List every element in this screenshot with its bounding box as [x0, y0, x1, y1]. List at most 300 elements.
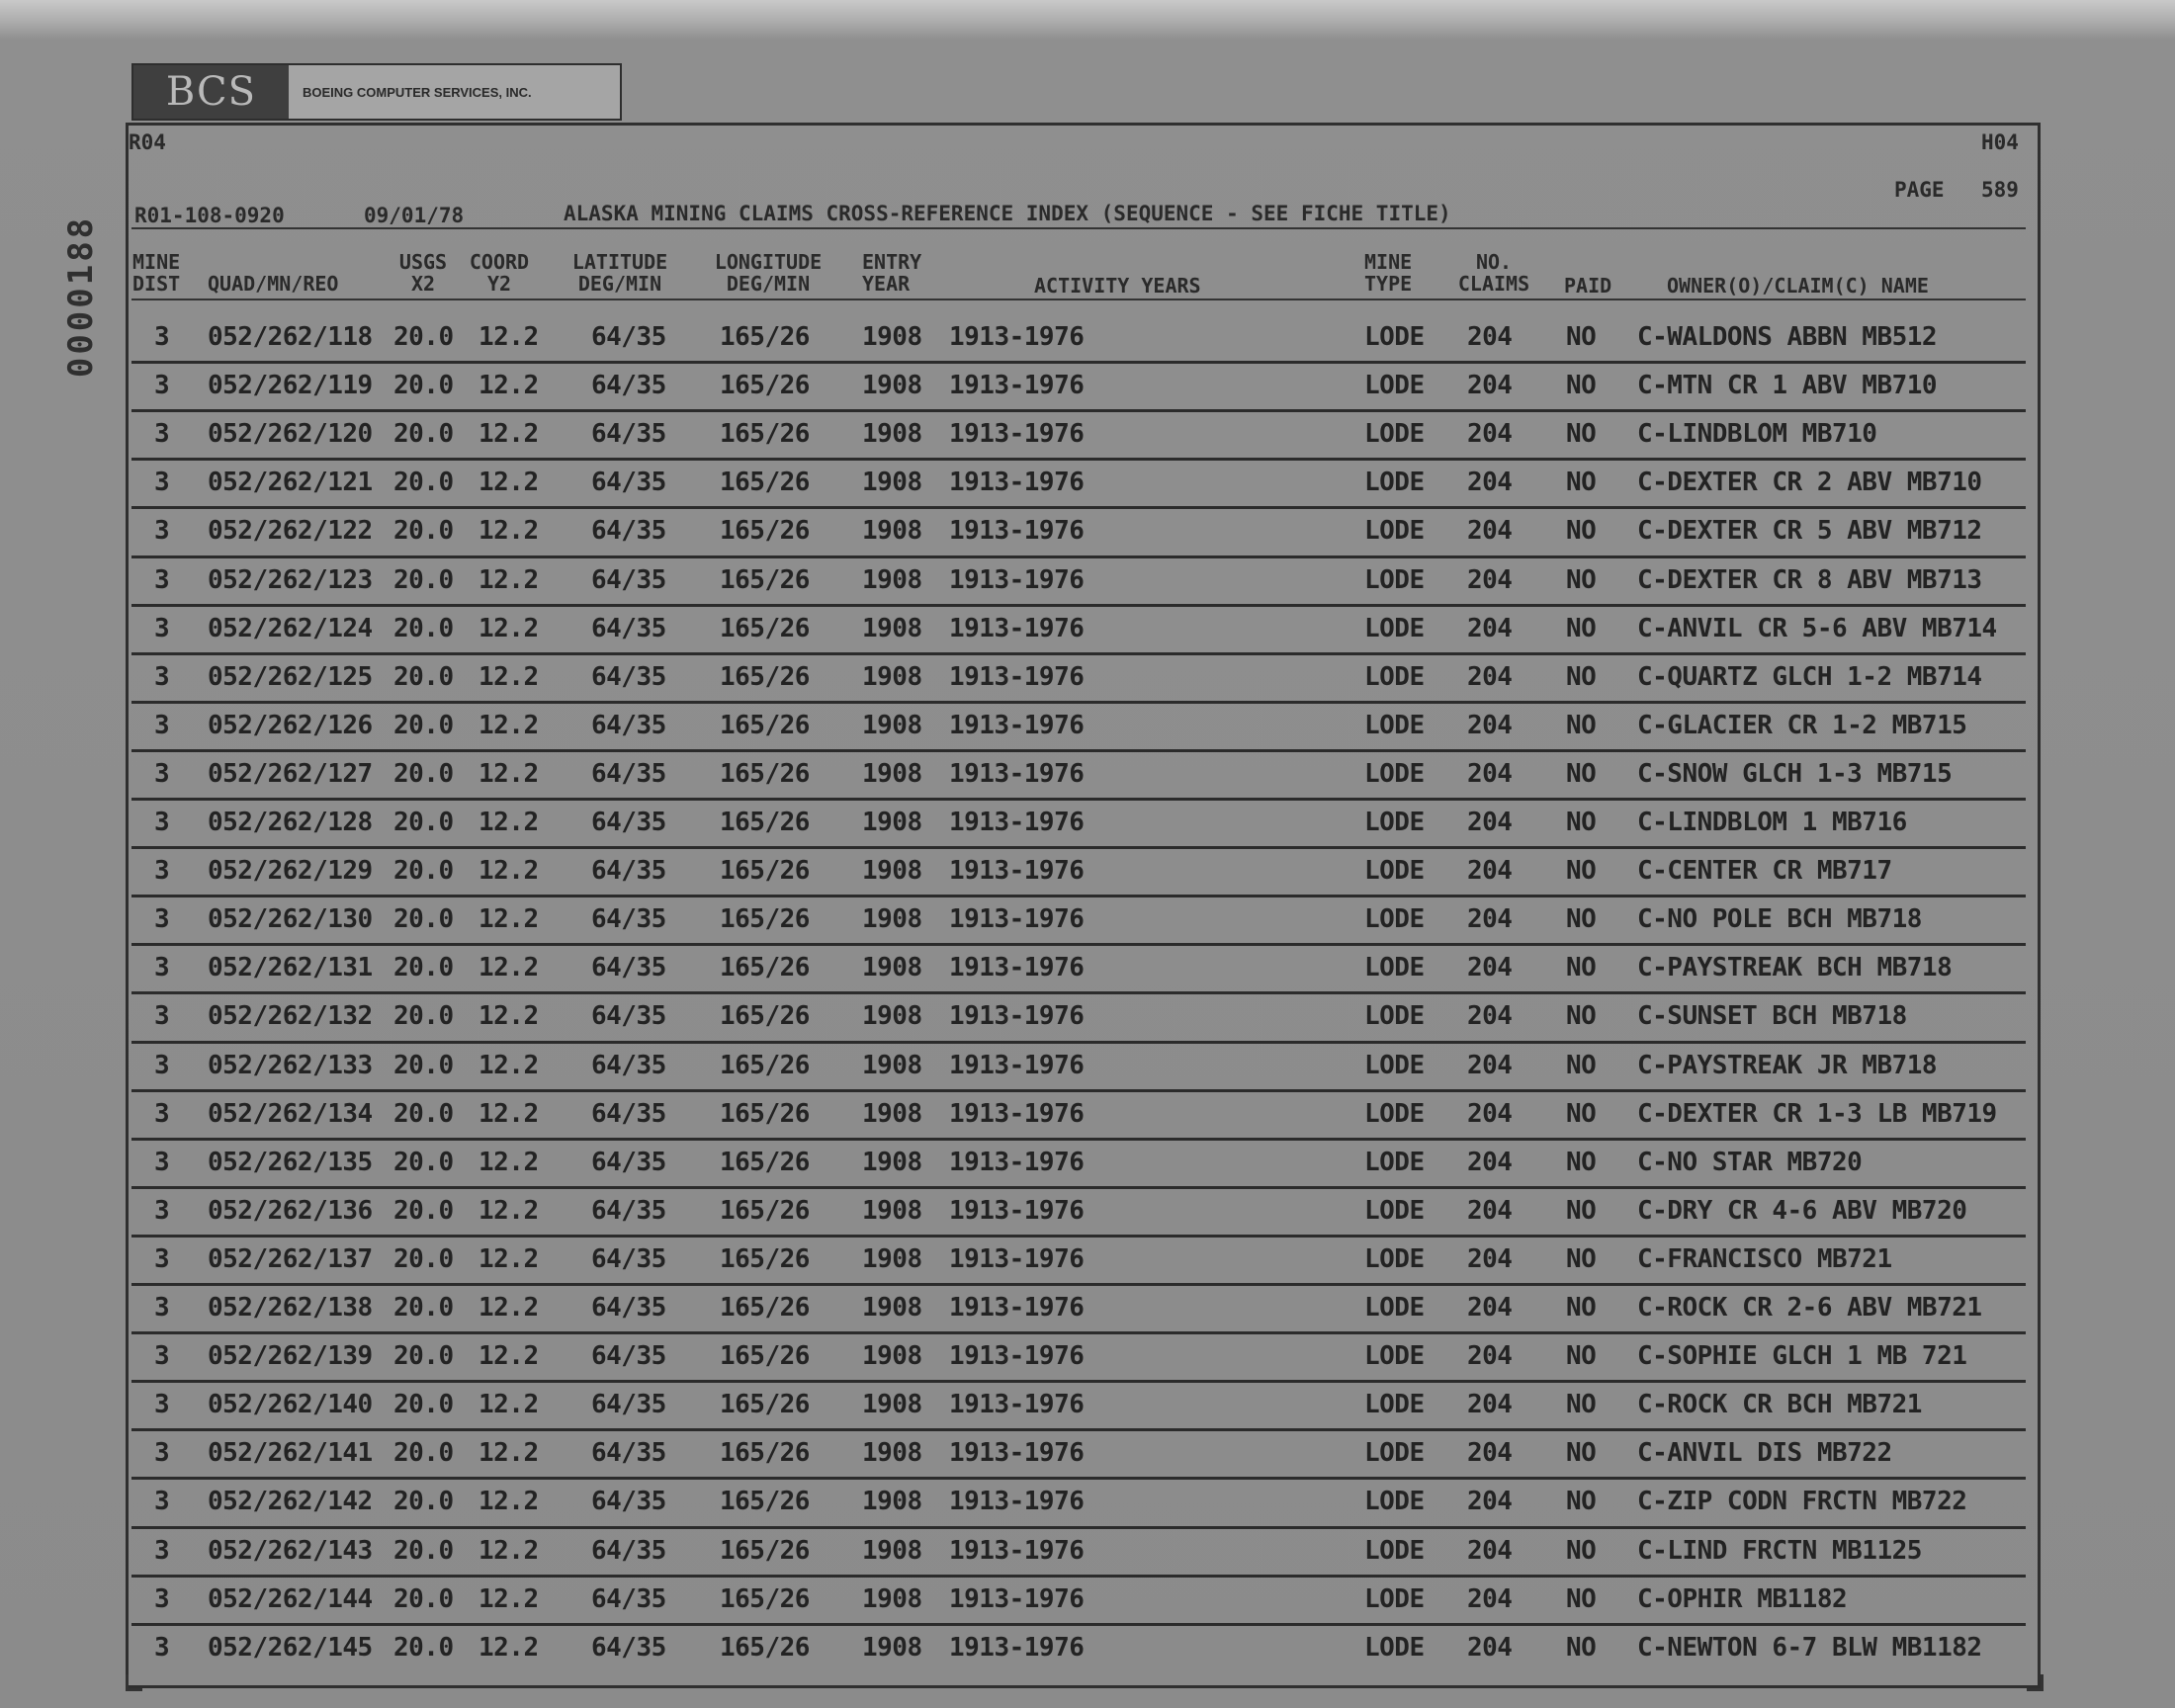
cell-usgs-x: 20.0 — [393, 1098, 454, 1129]
cell-coord-y: 12.2 — [478, 953, 539, 983]
cell-paid: NO — [1566, 904, 1597, 935]
logo-mark: BCS — [133, 65, 289, 119]
col-longitude — [702, 251, 834, 295]
table-row — [0, 361, 2175, 409]
cell-owner-claim: C-WALDONS ABBN MB512 — [1637, 322, 1938, 352]
cell-owner-claim: C-CENTER CR MB717 — [1637, 856, 1892, 887]
cell-mine-type: LODE — [1364, 1390, 1425, 1420]
table-row — [0, 1331, 2175, 1380]
cell-longitude: 165/26 — [720, 1001, 810, 1032]
cell-latitude: 64/35 — [591, 1098, 666, 1129]
report-date: 09/01/78 — [364, 204, 465, 227]
cell-mine-type: LODE — [1364, 661, 1425, 692]
table-row — [0, 1623, 2175, 1671]
cell-entry-year: 1908 — [862, 516, 922, 547]
cell-usgs-x: 20.0 — [393, 856, 454, 887]
cell-owner-claim: C-NEWTON 6-7 BLW MB1182 — [1637, 1632, 1982, 1663]
cell-claims: 204 — [1467, 1390, 1513, 1420]
table-row — [0, 798, 2175, 846]
cell-longitude: 165/26 — [720, 808, 810, 837]
cell-usgs-x: 20.0 — [393, 1535, 454, 1566]
cell-longitude: 165/26 — [720, 322, 810, 352]
cell-quad: 052/262/134 — [208, 1098, 373, 1129]
cell-mine-dist: 3 — [154, 371, 170, 401]
cell-longitude: 165/26 — [720, 1438, 810, 1469]
cell-owner-claim: C-LIND FRCTN MB1125 — [1637, 1535, 1922, 1566]
cell-entry-year: 1908 — [862, 661, 922, 692]
cell-coord-y: 12.2 — [478, 516, 539, 547]
col-mine-dist-line1: MINE — [132, 250, 181, 274]
col-mine-dist — [132, 251, 180, 295]
report-title: ALASKA MINING CLAIMS CROSS-REFERENCE INDEX (SEQUENCE - SEE FICHE TITLE) — [564, 202, 1451, 225]
cell-mine-type: LODE — [1364, 1341, 1425, 1372]
cell-mine-type: LODE — [1364, 419, 1425, 450]
row-rule — [131, 409, 2026, 412]
cell-paid: NO — [1566, 1487, 1597, 1517]
cell-latitude: 64/35 — [591, 1293, 666, 1323]
table-row — [0, 458, 2175, 506]
cell-longitude: 165/26 — [720, 1098, 810, 1129]
cell-coord-y: 12.2 — [478, 1001, 539, 1032]
cell-claims: 204 — [1467, 1632, 1513, 1663]
cell-entry-year: 1908 — [862, 953, 922, 983]
cell-quad: 052/262/128 — [208, 808, 373, 837]
cell-claims: 204 — [1467, 953, 1513, 983]
cell-claims: 204 — [1467, 1147, 1513, 1177]
cell-activity-years: 1913-1976 — [949, 904, 1085, 935]
top-right-code: H04 — [1981, 130, 2019, 154]
cell-paid: NO — [1566, 758, 1597, 789]
cell-coord-y: 12.2 — [478, 1632, 539, 1663]
cell-mine-type: LODE — [1364, 758, 1425, 789]
cell-activity-years: 1913-1976 — [949, 1293, 1085, 1323]
cell-claims: 204 — [1467, 1050, 1513, 1080]
cell-claims: 204 — [1467, 322, 1513, 352]
cell-latitude: 64/35 — [591, 419, 666, 450]
cell-coord-y: 12.2 — [478, 1390, 539, 1420]
cell-owner-claim: C-SUNSET BCH MB718 — [1637, 1001, 1907, 1032]
table-row — [0, 749, 2175, 798]
cell-coord-y: 12.2 — [478, 322, 539, 352]
cell-usgs-x: 20.0 — [393, 808, 454, 837]
cell-mine-type: LODE — [1364, 516, 1425, 547]
cell-mine-dist: 3 — [154, 661, 170, 692]
cell-activity-years: 1913-1976 — [949, 371, 1085, 401]
table-row — [0, 1428, 2175, 1477]
cell-claims: 204 — [1467, 1195, 1513, 1226]
cell-longitude: 165/26 — [720, 710, 810, 740]
cell-claims: 204 — [1467, 468, 1513, 498]
cell-activity-years: 1913-1976 — [949, 758, 1085, 789]
cell-coord-y: 12.2 — [478, 1535, 539, 1566]
cell-longitude: 165/26 — [720, 1293, 810, 1323]
cell-paid: NO — [1566, 661, 1597, 692]
cell-usgs-x: 20.0 — [393, 564, 454, 595]
cell-entry-year: 1908 — [862, 1243, 922, 1274]
cell-claims: 204 — [1467, 856, 1513, 887]
cell-activity-years: 1913-1976 — [949, 808, 1085, 837]
cell-mine-type: LODE — [1364, 710, 1425, 740]
cell-longitude: 165/26 — [720, 613, 810, 643]
cell-owner-claim: C-MTN CR 1 ABV MB710 — [1637, 371, 1938, 401]
cell-entry-year: 1908 — [862, 564, 922, 595]
cell-longitude: 165/26 — [720, 516, 810, 547]
cell-longitude: 165/26 — [720, 564, 810, 595]
col-entry — [862, 251, 921, 295]
cell-mine-dist: 3 — [154, 322, 170, 352]
cell-owner-claim: C-LINDBLOM MB710 — [1637, 419, 1877, 450]
cell-activity-years: 1913-1976 — [949, 1632, 1085, 1663]
cell-entry-year: 1908 — [862, 904, 922, 935]
cell-owner-claim: C-SNOW GLCH 1-3 MB715 — [1637, 758, 1953, 789]
cell-owner-claim: C-NO POLE BCH MB718 — [1637, 904, 1922, 935]
page-label: PAGE — [1894, 178, 1945, 202]
cell-entry-year: 1908 — [862, 1438, 922, 1469]
cell-usgs-x: 20.0 — [393, 613, 454, 643]
cell-longitude: 165/26 — [720, 1632, 810, 1663]
col-mine-dist-line2: DIST — [132, 272, 181, 296]
cell-mine-dist: 3 — [154, 1098, 170, 1129]
cell-usgs-x: 20.0 — [393, 516, 454, 547]
cell-usgs-x: 20.0 — [393, 1438, 454, 1469]
cell-latitude: 64/35 — [591, 856, 666, 887]
cell-activity-years: 1913-1976 — [949, 953, 1085, 983]
cell-latitude: 64/35 — [591, 1147, 666, 1177]
table-row — [0, 312, 2175, 361]
table-row — [0, 1526, 2175, 1575]
cell-coord-y: 12.2 — [478, 613, 539, 643]
cell-coord-y: 12.2 — [478, 419, 539, 450]
cell-usgs-x: 20.0 — [393, 710, 454, 740]
cell-activity-years: 1913-1976 — [949, 1001, 1085, 1032]
cell-entry-year: 1908 — [862, 1583, 922, 1614]
row-rule — [131, 1380, 2026, 1383]
cell-mine-type: LODE — [1364, 953, 1425, 983]
cell-owner-claim: C-ZIP CODN FRCTN MB722 — [1637, 1487, 1967, 1517]
cell-mine-dist: 3 — [154, 1050, 170, 1080]
row-rule — [131, 1428, 2026, 1431]
cell-paid: NO — [1566, 468, 1597, 498]
cell-usgs-x: 20.0 — [393, 1390, 454, 1420]
cell-activity-years: 1913-1976 — [949, 710, 1085, 740]
cell-coord-y: 12.2 — [478, 904, 539, 935]
cell-quad: 052/262/118 — [208, 322, 373, 352]
cell-owner-claim: C-LINDBLOM 1 MB716 — [1637, 808, 1907, 837]
cell-entry-year: 1908 — [862, 1341, 922, 1372]
cell-paid: NO — [1566, 808, 1597, 837]
cell-paid: NO — [1566, 516, 1597, 547]
cell-quad: 052/262/127 — [208, 758, 373, 789]
cell-activity-years: 1913-1976 — [949, 1341, 1085, 1372]
cell-mine-dist: 3 — [154, 1535, 170, 1566]
cell-quad: 052/262/125 — [208, 661, 373, 692]
cell-longitude: 165/26 — [720, 953, 810, 983]
cell-longitude: 165/26 — [720, 904, 810, 935]
cell-quad: 052/262/138 — [208, 1293, 373, 1323]
row-rule — [131, 1575, 2026, 1578]
cell-mine-type: LODE — [1364, 1050, 1425, 1080]
row-rule — [131, 361, 2026, 364]
cell-quad: 052/262/129 — [208, 856, 373, 887]
col-latitude — [560, 251, 680, 295]
col-usgs — [392, 251, 455, 295]
cell-coord-y: 12.2 — [478, 1293, 539, 1323]
row-rule — [131, 1526, 2026, 1529]
cell-activity-years: 1913-1976 — [949, 661, 1085, 692]
cell-paid: NO — [1566, 856, 1597, 887]
cell-entry-year: 1908 — [862, 371, 922, 401]
cell-quad: 052/262/122 — [208, 516, 373, 547]
cell-activity-years: 1913-1976 — [949, 1050, 1085, 1080]
cell-coord-y: 12.2 — [478, 1341, 539, 1372]
cell-quad: 052/262/135 — [208, 1147, 373, 1177]
cell-mine-dist: 3 — [154, 856, 170, 887]
cell-entry-year: 1908 — [862, 1632, 922, 1663]
cell-coord-y: 12.2 — [478, 1195, 539, 1226]
cell-entry-year: 1908 — [862, 1147, 922, 1177]
cell-latitude: 64/35 — [591, 564, 666, 595]
table-row — [0, 1235, 2175, 1283]
cell-claims: 204 — [1467, 419, 1513, 450]
cell-quad: 052/262/139 — [208, 1341, 373, 1372]
cell-entry-year: 1908 — [862, 322, 922, 352]
cell-claims: 204 — [1467, 1001, 1513, 1032]
cell-activity-years: 1913-1976 — [949, 468, 1085, 498]
cell-latitude: 64/35 — [591, 1632, 666, 1663]
row-rule — [131, 555, 2026, 558]
cell-owner-claim: C-PAYSTREAK JR MB718 — [1637, 1050, 1938, 1080]
cell-paid: NO — [1566, 613, 1597, 643]
cell-coord-y: 12.2 — [478, 808, 539, 837]
table-row — [0, 991, 2175, 1040]
cell-paid: NO — [1566, 1535, 1597, 1566]
cell-activity-years: 1913-1976 — [949, 564, 1085, 595]
cell-quad: 052/262/144 — [208, 1583, 373, 1614]
cell-entry-year: 1908 — [862, 468, 922, 498]
cell-latitude: 64/35 — [591, 808, 666, 837]
cell-owner-claim: C-FRANCISCO MB721 — [1637, 1243, 1892, 1274]
cell-paid: NO — [1566, 710, 1597, 740]
report-id: R01-108-0920 — [134, 204, 285, 227]
cell-mine-type: LODE — [1364, 1583, 1425, 1614]
cell-paid: NO — [1566, 1001, 1597, 1032]
col-entry-line2: YEAR — [862, 272, 911, 296]
cell-longitude: 165/26 — [720, 419, 810, 450]
cell-longitude: 165/26 — [720, 1583, 810, 1614]
row-rule — [131, 1089, 2026, 1092]
col-mine-type — [1364, 251, 1412, 295]
cell-usgs-x: 20.0 — [393, 904, 454, 935]
cell-usgs-x: 20.0 — [393, 322, 454, 352]
cell-quad: 052/262/120 — [208, 419, 373, 450]
cell-activity-years: 1913-1976 — [949, 1098, 1085, 1129]
cell-quad: 052/262/140 — [208, 1390, 373, 1420]
cell-coord-y: 12.2 — [478, 661, 539, 692]
frame-corner-bottom-left — [126, 1674, 142, 1691]
cell-coord-y: 12.2 — [478, 1050, 539, 1080]
cell-paid: NO — [1566, 1583, 1597, 1614]
cell-claims: 204 — [1467, 661, 1513, 692]
cell-claims: 204 — [1467, 1535, 1513, 1566]
cell-quad: 052/262/142 — [208, 1487, 373, 1517]
page-number: 589 — [1981, 178, 2019, 202]
cell-longitude: 165/26 — [720, 856, 810, 887]
cell-latitude: 64/35 — [591, 468, 666, 498]
col-activity: ACTIVITY YEARS — [1034, 274, 1201, 298]
cell-mine-dist: 3 — [154, 1583, 170, 1614]
cell-mine-type: LODE — [1364, 1535, 1425, 1566]
cell-latitude: 64/35 — [591, 1341, 666, 1372]
cell-owner-claim: C-DRY CR 4-6 ABV MB720 — [1637, 1195, 1967, 1226]
cell-owner-claim: C-GLACIER CR 1-2 MB715 — [1637, 710, 1967, 740]
cell-paid: NO — [1566, 1390, 1597, 1420]
cell-coord-y: 12.2 — [478, 710, 539, 740]
cell-mine-type: LODE — [1364, 468, 1425, 498]
cell-latitude: 64/35 — [591, 1050, 666, 1080]
table-row — [0, 846, 2175, 895]
cell-latitude: 64/35 — [591, 1195, 666, 1226]
table-row — [0, 506, 2175, 555]
cell-longitude: 165/26 — [720, 1195, 810, 1226]
cell-longitude: 165/26 — [720, 758, 810, 789]
cell-mine-dist: 3 — [154, 613, 170, 643]
cell-mine-dist: 3 — [154, 1390, 170, 1420]
cell-coord-y: 12.2 — [478, 564, 539, 595]
table-row — [0, 943, 2175, 991]
cell-usgs-x: 20.0 — [393, 419, 454, 450]
cell-mine-dist: 3 — [154, 1341, 170, 1372]
col-paid: PAID — [1564, 274, 1612, 298]
cell-latitude: 64/35 — [591, 758, 666, 789]
cell-entry-year: 1908 — [862, 758, 922, 789]
cell-claims: 204 — [1467, 808, 1513, 837]
cell-claims: 204 — [1467, 1098, 1513, 1129]
cell-paid: NO — [1566, 419, 1597, 450]
cell-mine-dist: 3 — [154, 1001, 170, 1032]
cell-activity-years: 1913-1976 — [949, 856, 1085, 887]
cell-claims: 204 — [1467, 1487, 1513, 1517]
cell-mine-type: LODE — [1364, 1098, 1425, 1129]
fiche-side-id-text: 0000188 — [61, 214, 102, 379]
cell-coord-y: 12.2 — [478, 1147, 539, 1177]
cell-coord-y: 12.2 — [478, 1487, 539, 1517]
cell-paid: NO — [1566, 1632, 1597, 1663]
row-rule — [131, 1477, 2026, 1480]
cell-quad: 052/262/137 — [208, 1243, 373, 1274]
cell-usgs-x: 20.0 — [393, 1632, 454, 1663]
cell-latitude: 64/35 — [591, 904, 666, 935]
cell-claims: 204 — [1467, 371, 1513, 401]
row-rule — [131, 798, 2026, 801]
table-row — [0, 1477, 2175, 1525]
cell-latitude: 64/35 — [591, 1438, 666, 1469]
cell-usgs-x: 20.0 — [393, 1195, 454, 1226]
cell-mine-type: LODE — [1364, 1147, 1425, 1177]
cell-claims: 204 — [1467, 1293, 1513, 1323]
cell-usgs-x: 20.0 — [393, 1583, 454, 1614]
cell-longitude: 165/26 — [720, 1390, 810, 1420]
table-row — [0, 1380, 2175, 1428]
cell-claims: 204 — [1467, 516, 1513, 547]
cell-activity-years: 1913-1976 — [949, 1147, 1085, 1177]
cell-usgs-x: 20.0 — [393, 1147, 454, 1177]
cell-entry-year: 1908 — [862, 1293, 922, 1323]
table-row — [0, 652, 2175, 701]
col-usgs-line1: USGS — [398, 250, 448, 274]
cell-mine-dist: 3 — [154, 1147, 170, 1177]
cell-mine-dist: 3 — [154, 904, 170, 935]
table-row — [0, 701, 2175, 749]
cell-latitude: 64/35 — [591, 1535, 666, 1566]
cell-claims: 204 — [1467, 1438, 1513, 1469]
cell-coord-y: 12.2 — [478, 1243, 539, 1274]
row-rule — [131, 991, 2026, 994]
cell-mine-dist: 3 — [154, 808, 170, 837]
cell-paid: NO — [1566, 1098, 1597, 1129]
row-rule — [131, 1186, 2026, 1189]
col-claims — [1449, 251, 1538, 295]
cell-paid: NO — [1566, 1293, 1597, 1323]
cell-owner-claim: C-DEXTER CR 5 ABV MB712 — [1637, 516, 1982, 547]
company-logo — [131, 63, 622, 121]
table-row — [0, 1138, 2175, 1186]
cell-entry-year: 1908 — [862, 856, 922, 887]
cell-mine-type: LODE — [1364, 322, 1425, 352]
top-left-code: R04 — [129, 130, 166, 154]
cell-mine-type: LODE — [1364, 808, 1425, 837]
row-rule — [131, 1235, 2026, 1238]
cell-mine-dist: 3 — [154, 516, 170, 547]
cell-mine-type: LODE — [1364, 1487, 1425, 1517]
cell-longitude: 165/26 — [720, 1535, 810, 1566]
cell-latitude: 64/35 — [591, 1487, 666, 1517]
cell-longitude: 165/26 — [720, 661, 810, 692]
cell-latitude: 64/35 — [591, 710, 666, 740]
col-entry-line1: ENTRY — [862, 250, 922, 274]
cell-mine-dist: 3 — [154, 1438, 170, 1469]
col-coord-line1: COORD — [469, 250, 530, 274]
cell-mine-type: LODE — [1364, 1195, 1425, 1226]
cell-paid: NO — [1566, 1243, 1597, 1274]
cell-mine-dist: 3 — [154, 758, 170, 789]
row-rule — [131, 895, 2026, 897]
row-rule — [131, 1331, 2026, 1334]
cell-quad: 052/262/124 — [208, 613, 373, 643]
cell-coord-y: 12.2 — [478, 758, 539, 789]
cell-quad: 052/262/131 — [208, 953, 373, 983]
cell-mine-type: LODE — [1364, 856, 1425, 887]
cell-owner-claim: C-OPHIR MB1182 — [1637, 1583, 1848, 1614]
cell-coord-y: 12.2 — [478, 371, 539, 401]
row-rule — [131, 1041, 2026, 1044]
cell-owner-claim: C-ANVIL DIS MB722 — [1637, 1438, 1892, 1469]
cell-activity-years: 1913-1976 — [949, 613, 1085, 643]
row-rule — [131, 604, 2026, 607]
cell-longitude: 165/26 — [720, 1341, 810, 1372]
cell-mine-type: LODE — [1364, 1243, 1425, 1274]
cell-owner-claim: C-ROCK CR BCH MB721 — [1637, 1390, 1922, 1420]
col-longitude-line2: DEG/MIN — [726, 272, 811, 296]
cell-latitude: 64/35 — [591, 371, 666, 401]
cell-paid: NO — [1566, 371, 1597, 401]
col-owner: OWNER(O)/CLAIM(C) NAME — [1667, 274, 1929, 298]
col-usgs-line2: X2 — [410, 272, 436, 296]
table-row — [0, 1041, 2175, 1089]
cell-owner-claim: C-ROCK CR 2-6 ABV MB721 — [1637, 1293, 1982, 1323]
table-row — [0, 409, 2175, 458]
cell-activity-years: 1913-1976 — [949, 1390, 1085, 1420]
cell-quad: 052/262/145 — [208, 1632, 373, 1663]
